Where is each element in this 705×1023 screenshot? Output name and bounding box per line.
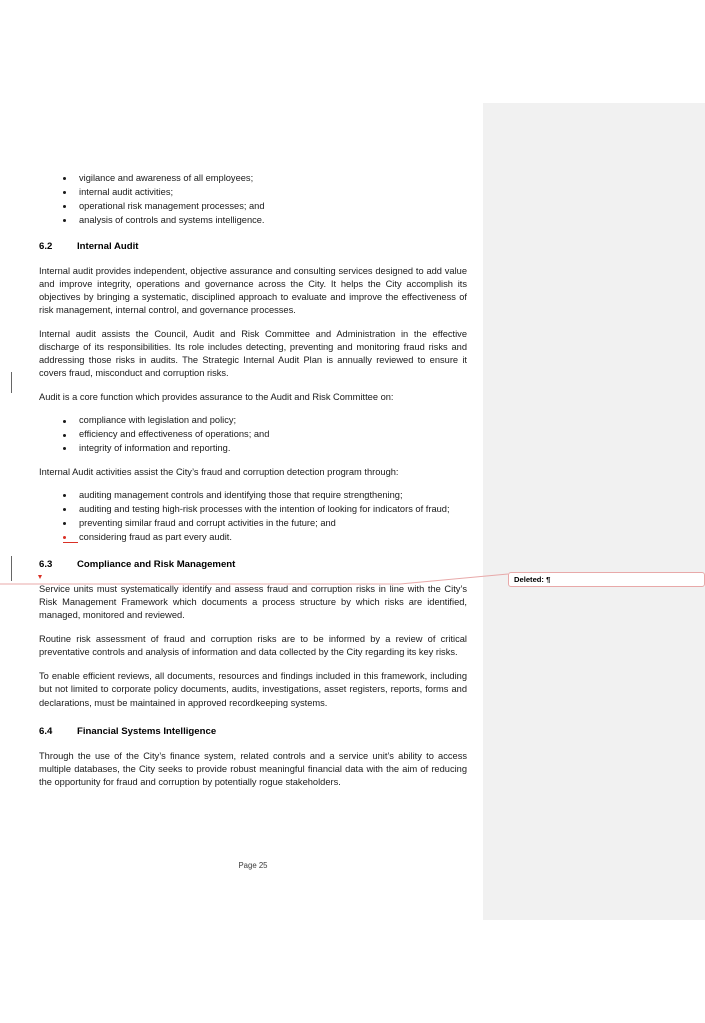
section-number: 6.3 [39, 558, 53, 570]
assurance-bullet-list [39, 414, 467, 456]
paragraph: Routine risk assessment of fraud and corruption risks are to be informed by a review of critical preventative controls and analysis of information and data collected by the City regarding its key risks. [39, 634, 467, 658]
list-item [39, 414, 467, 428]
list-item [39, 503, 467, 517]
paragraph: Internal audit assists the Council, Audit and Risk Committee and Administration in the effective discharge of its responsibilities. Its role includes detecting, preventing and monitoring fraud risks and addressing those risks in audits. The Strategic Internal Audit Plan is annually reviewed to ensure it covers fraud, misconduct and corruption risks. [39, 329, 467, 379]
bullet-icon [63, 205, 66, 208]
paragraph: Internal Audit activities assist the City’s fraud and corruption detection program through: [39, 467, 399, 478]
bullet-icon [63, 219, 66, 222]
detection-bullet-list [39, 489, 467, 545]
bullet-icon [63, 191, 66, 194]
bullet-icon [63, 494, 66, 497]
list-item [39, 442, 467, 456]
list-item [39, 489, 467, 503]
list-item-text: operational risk management processes; and [79, 200, 265, 211]
paragraph: Through the use of the City’s finance system, related controls and a service unit’s ability to access multiple databases, the City seeks to provide robust meaningful financial data with the aim of reducing the opportunity for fraud and corruption by potentially rogue stakeholders. [39, 750, 467, 787]
deleted-revision-balloon[interactable] [508, 572, 705, 587]
document-body [39, 0, 467, 799]
bullet-icon [63, 420, 66, 423]
list-item [39, 214, 467, 228]
list-item-text: compliance with legislation and policy; [79, 415, 237, 426]
section-title: Compliance and Risk Management [77, 558, 236, 570]
page-footer [39, 861, 467, 870]
bullet-icon [63, 177, 66, 180]
list-item-text: preventing similar fraud and corrupt activities in the future; and [79, 518, 336, 529]
list-item [39, 517, 467, 531]
list-item-text: vigilance and awareness of all employees; [79, 173, 254, 183]
list-item-text: auditing management controls and identifying those that require strengthening; [79, 490, 403, 501]
section-number: 6.2 [39, 240, 53, 252]
list-item-text: considering fraud as part every audit. [79, 532, 232, 542]
section-heading-6-4 [39, 725, 467, 738]
balloon-content: ¶ [546, 575, 551, 584]
paragraph: Service units must systematically identify and assess fraud and corruption risks in line with the City’s Risk Management Framework which documents a process structure by which risks are identified, managed, monitored and reviewed. [39, 583, 467, 621]
list-item-text: efficiency and effectiveness of operations; and [79, 429, 270, 440]
markup-gutter [483, 103, 705, 920]
list-item-text: analysis of controls and systems intelligence. [79, 214, 265, 225]
list-item [39, 186, 467, 200]
bullet-icon [63, 508, 66, 511]
section-title: Internal Audit [77, 240, 139, 252]
paragraph: To enable efficient reviews, all documents, resources and findings included in this framework, including but not limited to corporate policy documents, audits, investigations, asset registers, reports, forms and declarations, must be maintained in approved recordkeeping systems. [39, 671, 467, 708]
list-item [39, 428, 467, 442]
section-heading-6-2 [39, 240, 467, 253]
paragraph: Audit is a core function which provides assurance to the Audit and Risk Committee on: [39, 392, 394, 403]
balloon-label: Deleted: [514, 575, 544, 584]
change-bar [11, 556, 12, 581]
section-heading-6-3 [39, 558, 467, 571]
list-item [39, 172, 467, 186]
page-number-label: Page 25 [238, 861, 268, 870]
change-bar [11, 372, 12, 393]
list-item-text: integrity of information and reporting. [79, 443, 231, 454]
bullet-icon [63, 434, 66, 437]
list-item-inserted [39, 531, 467, 545]
paragraph: Internal audit provides independent, objective assurance and consulting services designed to add value and improve integrity, operations and governance across the City. It helps the City accomplish its objectives by bringing a systematic, disciplined approach to evaluate and improve the effectiveness of risk management, internal control, and governance processes. [39, 265, 467, 315]
section-title: Financial Systems Intelligence [77, 725, 217, 737]
bullet-icon [63, 536, 66, 539]
list-item [39, 200, 467, 214]
list-item-text: auditing and testing high-risk processes with the intention of looking for indicators of fraud; [79, 504, 450, 515]
section-number: 6.4 [39, 725, 53, 737]
bullet-icon [63, 447, 66, 450]
intro-bullet-list [39, 172, 467, 228]
bullet-icon [63, 522, 66, 525]
insertion-underline [63, 542, 78, 543]
list-item-text: internal audit activities; [79, 186, 174, 197]
